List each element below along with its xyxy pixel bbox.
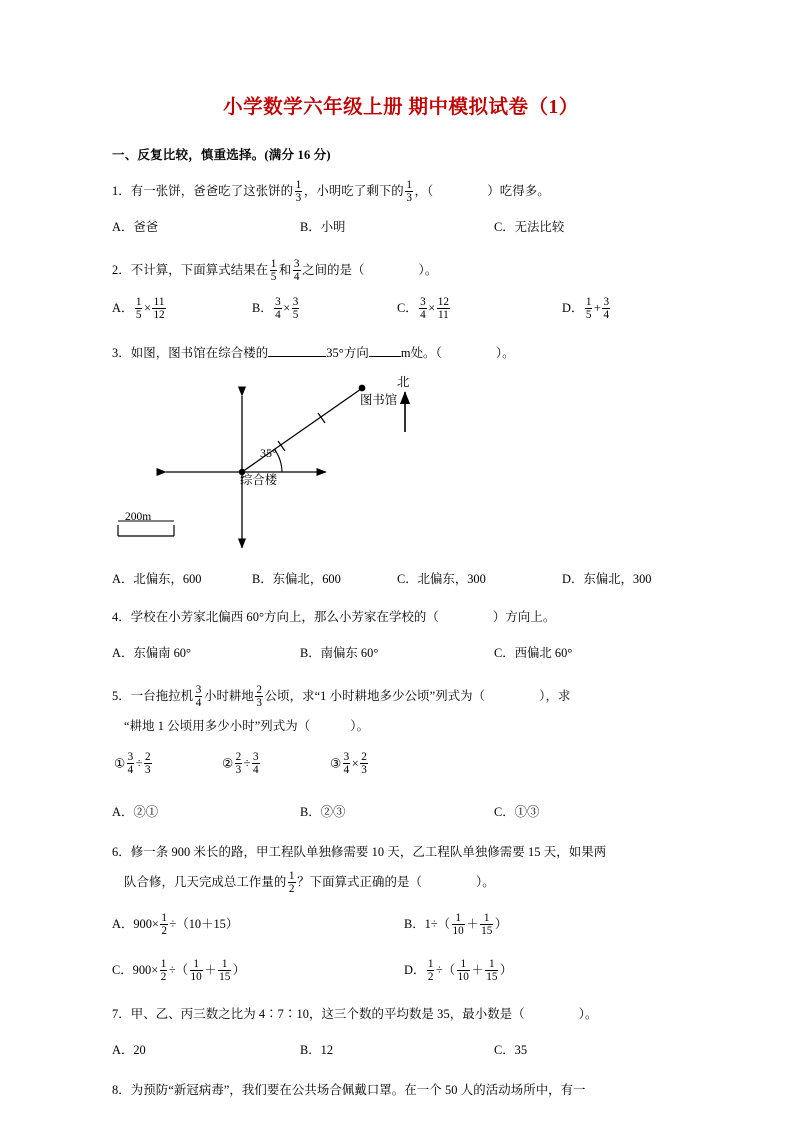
question-2-options (112, 291, 690, 325)
option-a[interactable]: A． $\frac{1}{5}$ × $\frac{11}{12}$ (112, 295, 165, 321)
option-a[interactable]: A．东偏南 60° (112, 646, 191, 661)
fraction: $\frac{3}{4}$ (253, 751, 259, 777)
fraction: $\frac{3}{4}$ (195, 683, 202, 709)
question-1 (112, 176, 690, 206)
option-d[interactable]: D． $\frac{1}{5}$ + $\frac{3}{4}$ (562, 295, 610, 321)
option-b[interactable]: B．小明 (300, 220, 346, 235)
question-5-options (112, 797, 690, 827)
fraction: $\frac{1}{3}$ (295, 178, 302, 204)
option-c[interactable]: C．900× $\frac{1}{2}$ ÷（ $\frac{1}{10}$ ＋ $\frac{1}{15}$ ） (112, 957, 246, 983)
angle-label: 35° (260, 446, 277, 461)
fraction: $\frac{3}{5}$ (292, 295, 299, 321)
question-8-stem: 8．为预防“新冠病毒”，我们要在公共场合佩戴口罩。在一个 50 人的活动场所中，有一 (112, 1083, 586, 1098)
question-1-stem: 1．有一张饼，爸爸吃了这张饼的 $\frac{1}{3}$ ，小明吃了剩下的 $\frac{1}{3}$ ，（ ）吃得多。 (112, 178, 550, 204)
option-a[interactable]: A．20 (112, 1043, 146, 1058)
fraction: $\frac{3}{4}$ (343, 751, 350, 777)
library-label: 图书馆 (360, 393, 398, 408)
fraction: $\frac{3}{4}$ (275, 295, 281, 321)
origin-label: 综合楼 (240, 473, 278, 488)
fraction: $\frac{3}{4}$ (420, 295, 426, 321)
question-5-expressions (112, 751, 690, 791)
question-4 (112, 602, 690, 632)
fraction: $\frac{2}{3}$ (235, 751, 242, 777)
scale-label: 200m (125, 511, 152, 524)
question-8 (112, 1075, 690, 1105)
fraction: $\frac{1}{2}$ (160, 957, 167, 983)
fraction: $\frac{1}{15}$ (481, 911, 493, 937)
option-b[interactable]: B．②③ (300, 805, 346, 820)
question-6-options-row-2 (112, 953, 690, 987)
option-c[interactable]: C．无法比较 (494, 220, 565, 235)
fraction: $\frac{1}{10}$ (190, 957, 202, 983)
option-d[interactable]: D．东偏北，300 (562, 572, 652, 587)
option-b[interactable]: B． $\frac{3}{4}$ × $\frac{3}{5}$ (252, 295, 299, 321)
option-c[interactable]: C． $\frac{3}{4}$ × $\frac{12}{11}$ (397, 295, 449, 321)
fraction: $\frac{2}{3}$ (361, 751, 367, 777)
question-6-options-row-1 (112, 907, 690, 941)
direction-blank[interactable] (268, 356, 326, 357)
page-title: 小学数学六年级上册 期中模拟试卷（1） (223, 97, 579, 118)
fraction: $\frac{2}{3}$ (256, 683, 263, 709)
option-c[interactable]: C．西偏北 60° (494, 646, 573, 661)
fraction: $\frac{1}{15}$ (219, 957, 231, 983)
question-1-options (112, 212, 690, 242)
question-6-stem-line-1: 6．修一条 900 米长的路，甲工程队单独修需要 10 天，乙工程队单独修需要 15 天，如果两 (112, 845, 607, 860)
fraction: $\frac{12}{11}$ (437, 295, 449, 321)
option-a[interactable]: A．北偏东，600 (112, 572, 202, 587)
option-b[interactable]: B．1÷（ $\frac{1}{10}$ ＋ $\frac{1}{15}$ ） (404, 911, 508, 937)
option-c[interactable]: C．35 (494, 1043, 528, 1058)
question-3 (112, 338, 690, 368)
option-a[interactable]: A．②① (112, 805, 159, 820)
question-5-stem-line-1: 5．一台拖拉机 $\frac{3}{4}$ 小时耕地 $\frac{2}{3}$ 公顷，求“1 小时耕地多少公顷”列式为（ ），求 (112, 683, 571, 709)
fraction: $\frac{1}{2}$ (427, 957, 434, 983)
option-b[interactable]: B．东偏北，600 (252, 572, 341, 587)
option-b[interactable]: B．12 (300, 1043, 334, 1058)
direction-diagram (112, 370, 682, 566)
question-6-stem-line-2: 队合修，几天完成总工作量的 $\frac{1}{2}$ ？下面算式正确的是（ ）。 (124, 869, 495, 895)
fraction: $\frac{1}{10}$ (452, 911, 464, 937)
question-7-options (112, 1035, 690, 1065)
question-7 (112, 999, 690, 1029)
question-7-stem: 7．甲、乙、丙三数之比为 4∶7∶10，这三个数的平均数是 35，最小数是（ ）。 (112, 1007, 598, 1022)
question-3-stem: 3．如图，图书馆在综合楼的 35°方向 m处。（ ）。 (112, 346, 515, 361)
fraction: $\frac{3}{4}$ (293, 257, 300, 283)
fraction: $\frac{1}{3}$ (406, 178, 413, 204)
fraction: $\frac{1}{15}$ (486, 957, 498, 983)
question-2-stem: 2．不计算，下面算式结果在 $\frac{1}{5}$ 和 $\frac{3}{4}$ 之间的是（ ）。 (112, 257, 438, 283)
expression-3: ③ $\frac{3}{4}$ × $\frac{2}{3}$ (330, 751, 367, 777)
option-c[interactable]: C．北偏东，300 (397, 572, 486, 587)
fraction: $\frac{1}{5}$ (270, 257, 277, 283)
question-5 (112, 681, 690, 741)
option-a[interactable]: A．900× $\frac{1}{2}$ ÷（10＋15） (112, 911, 239, 937)
option-a[interactable]: A．爸爸 (112, 220, 159, 235)
fraction: $\frac{1}{5}$ (585, 295, 592, 321)
fraction: $\frac{1}{2}$ (288, 869, 295, 895)
section-heading: 一、反复比较，慎重选择。(满分 16 分) (112, 148, 331, 163)
expression-1: ① $\frac{3}{4}$ ÷ $\frac{2}{3}$ (114, 751, 151, 777)
fraction: $\frac{1}{10}$ (457, 957, 469, 983)
fraction: $\frac{1}{2}$ (161, 911, 168, 937)
fraction: $\frac{3}{4}$ (127, 751, 134, 777)
question-4-options (112, 638, 690, 668)
question-2 (112, 255, 690, 285)
fraction: $\frac{11}{12}$ (153, 295, 165, 321)
option-d[interactable]: D． $\frac{1}{2}$ ÷（ $\frac{1}{10}$ ＋ $\frac{1}{15}$ ） (404, 957, 513, 983)
question-4-stem: 4．学校在小芳家北偏西 60°方向上，那么小芳家在学校的（ ）方向上。 (112, 610, 556, 625)
distance-blank[interactable] (369, 356, 401, 357)
scale-bar (118, 525, 174, 536)
option-c[interactable]: C．①③ (494, 805, 540, 820)
expression-2: ② $\frac{2}{3}$ ÷ $\frac{3}{4}$ (222, 751, 259, 777)
fraction: $\frac{3}{4}$ (603, 295, 610, 321)
question-5-stem-line-2: “耕地 1 公顷用多少小时”列式为（ ）。 (124, 719, 370, 734)
fraction: $\frac{1}{5}$ (135, 295, 142, 321)
fraction: $\frac{2}{3}$ (145, 751, 151, 777)
question-6 (112, 837, 690, 897)
north-label: 北 (397, 375, 410, 390)
question-3-options (112, 564, 690, 594)
option-b[interactable]: B．南偏东 60° (300, 646, 379, 661)
